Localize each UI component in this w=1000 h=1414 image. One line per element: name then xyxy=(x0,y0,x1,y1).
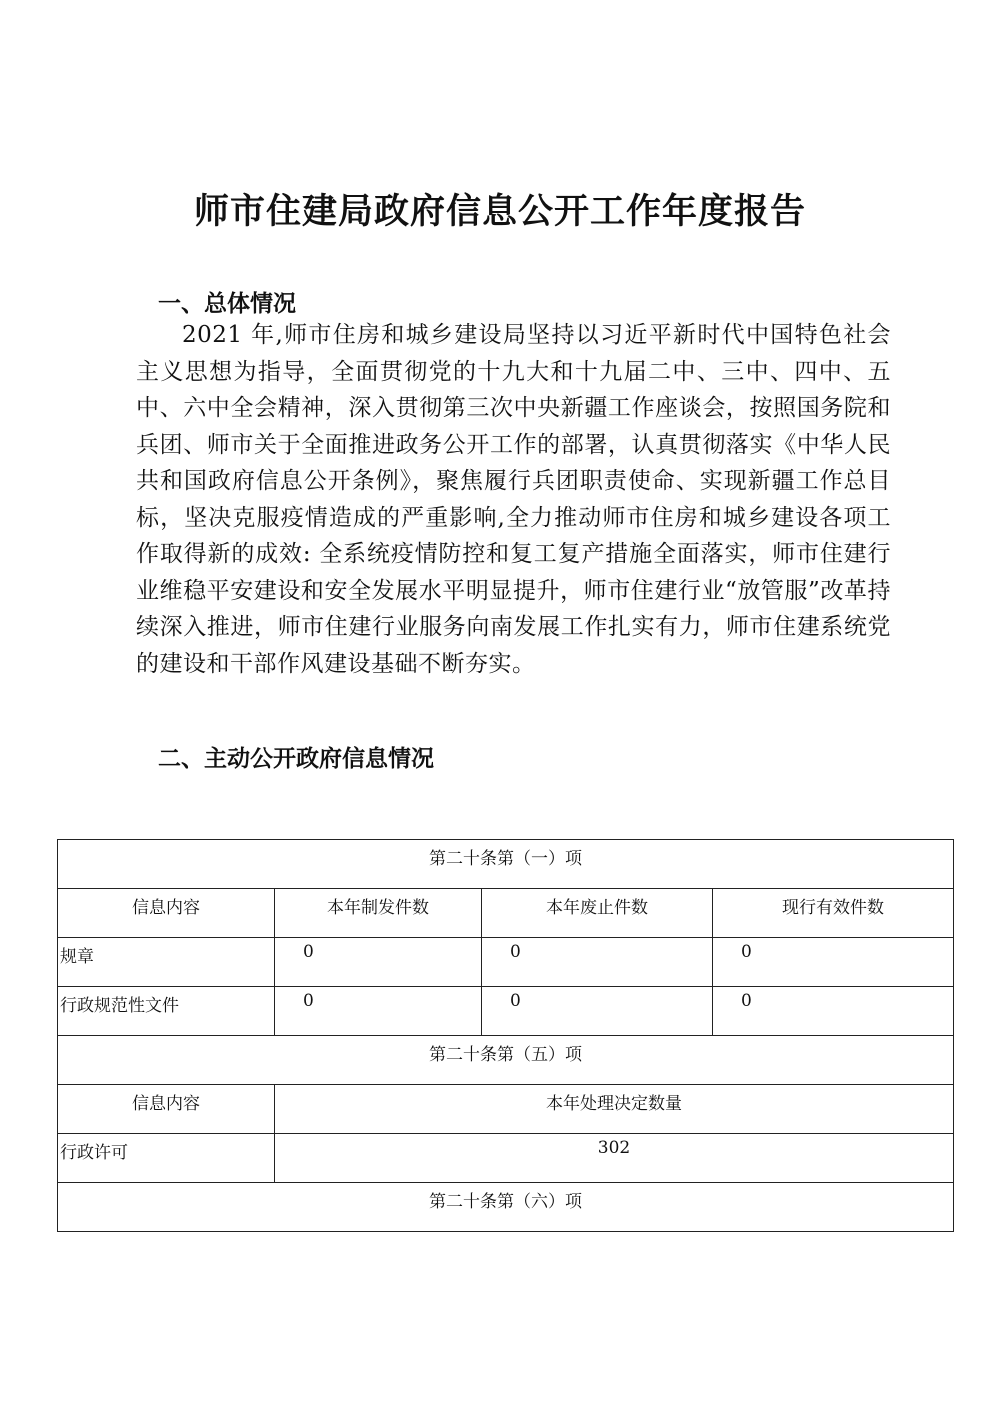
table-cell-label: 行政规范性文件 xyxy=(58,987,275,1036)
table-section-title: 第二十条第（六）项 xyxy=(58,1183,954,1232)
column-header: 本年废止件数 xyxy=(482,889,713,938)
table-cell-value: 0 xyxy=(482,938,713,987)
table-header-row xyxy=(58,1085,954,1134)
table-section-title: 第二十条第（一）项 xyxy=(58,840,954,889)
table-cell-value: 0 xyxy=(482,987,713,1036)
table-cell-value: 0 xyxy=(713,987,954,1036)
table-section-row xyxy=(58,840,954,889)
overview-paragraph: 2021 年,师市住房和城乡建设局坚持以习近平新时代中国特色社会主义思想为指导，全面贯彻党的十九大和十九届二中、三中、四中、五中、六中全会精神，深入贯彻第三次中央新疆工作座谈会，按照国务院和兵团、师市关于全面推进政务公开工作的部署，认真贯彻落实《中华人民共和国政府信息公开条例》，聚焦履行兵团职责使命、实现新疆工作总目标，坚决克服疫情造成的严重影响,全力推动师市住房和城乡建设各项工作取得新的成效: 全系统疫情防控和复工复产措施全面落实，师市住建行业维稳平安建设和安全发展水平明显提升，师市住建行业“放管服”改革持续深入推进，师市住建行业服务向南发展工作扎实有力，师市住建系统党的建设和干部作风建设基础不断夯实。 xyxy=(136,322,891,677)
table-row xyxy=(58,1134,954,1183)
table-row xyxy=(58,987,954,1036)
table-cell-value: 0 xyxy=(275,987,482,1036)
table-section-row xyxy=(58,1036,954,1085)
table-cell-label: 行政许可 xyxy=(58,1134,275,1183)
section-heading-overview: 一、总体情况 xyxy=(158,291,296,317)
table-cell-label: 规章 xyxy=(58,938,275,987)
table-section-title: 第二十条第（五）项 xyxy=(58,1036,954,1085)
table-section-row xyxy=(58,1183,954,1232)
table-cell-value: 0 xyxy=(713,938,954,987)
document-title: 师市住建局政府信息公开工作年度报告 xyxy=(193,192,806,232)
section-heading-disclosure: 二、主动公开政府信息情况 xyxy=(158,746,434,772)
column-header: 本年处理决定数量 xyxy=(275,1085,954,1134)
column-header: 信息内容 xyxy=(58,889,275,938)
table-header-row xyxy=(58,889,954,938)
table-row xyxy=(58,938,954,987)
table-cell-value: 302 xyxy=(275,1134,954,1183)
table-cell-value: 0 xyxy=(275,938,482,987)
column-header: 现行有效件数 xyxy=(713,889,954,938)
column-header: 本年制发件数 xyxy=(275,889,482,938)
column-header: 信息内容 xyxy=(58,1085,275,1134)
disclosure-table xyxy=(57,839,954,1232)
